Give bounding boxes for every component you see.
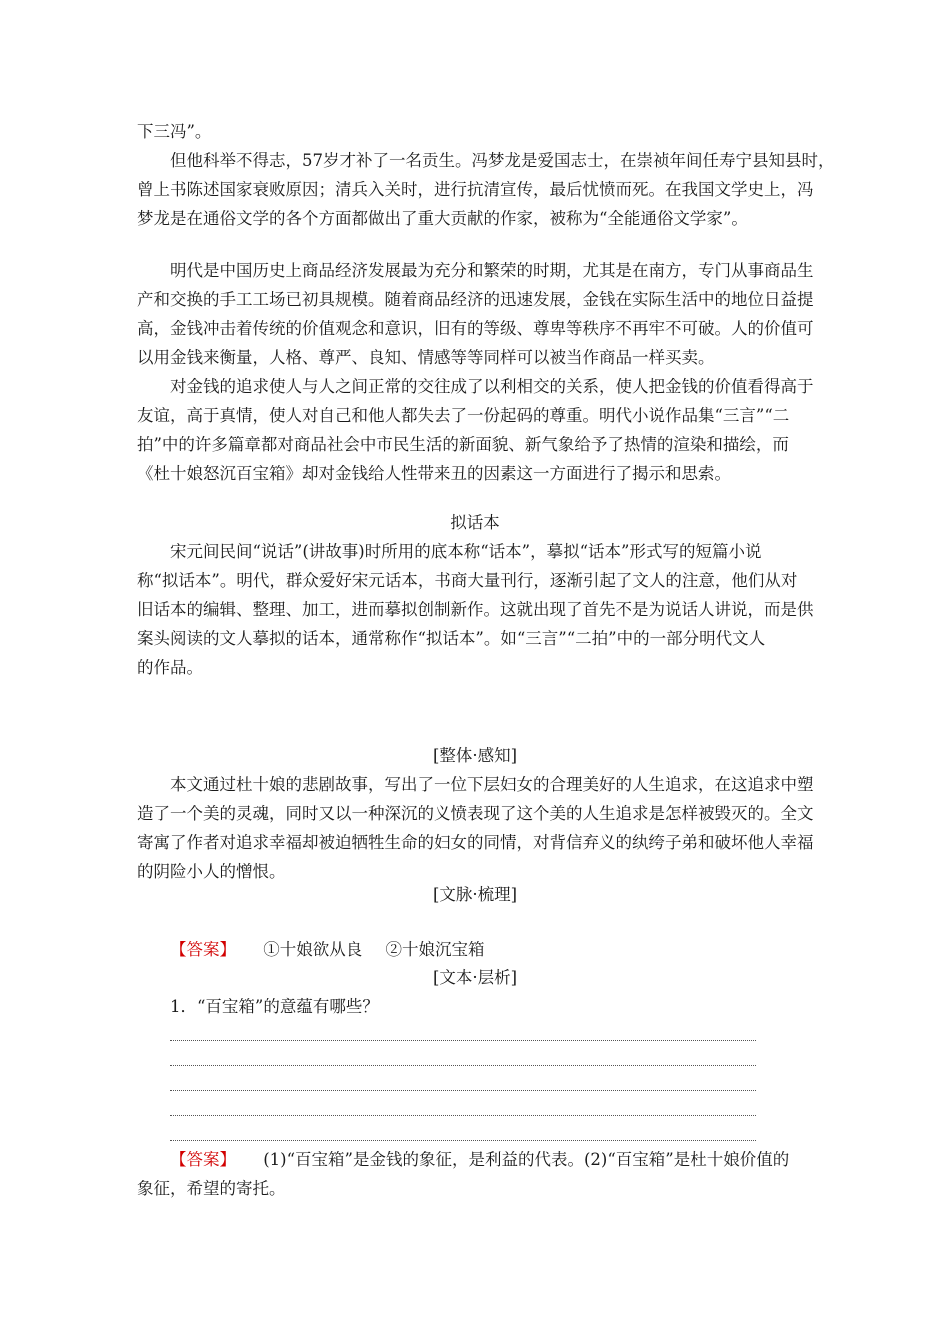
text-line: 称“拟话本”。明代，群众爱好宋元话本，书商大量刊行，逐渐引起了文人的注意，他们从对 bbox=[137, 571, 798, 590]
text-line: 以用金钱来衡量，人格、尊严、良知、情感等等同样可以被当作商品一样买卖。 bbox=[137, 348, 715, 367]
text-line: 旧话本的编辑、整理、加工，进而摹拟创制新作。这就出现了首先不是为说话人讲说，而是供 bbox=[137, 600, 814, 619]
nihuaben-paragraph bbox=[137, 537, 837, 682]
text-line: 梦龙是在通俗文学的各个方面都做出了重大贡献的作家，被称为“全能通俗文学家”。 bbox=[137, 209, 748, 228]
answer-blank-line bbox=[170, 1140, 756, 1141]
answer-blank-line bbox=[170, 1065, 756, 1066]
answer-item: ②十娘沉宝箱 bbox=[385, 940, 485, 959]
section-title-structure: [文脉·梳理] bbox=[432, 885, 518, 904]
analysis-answer-continued bbox=[137, 1174, 837, 1203]
text-line: 曾上书陈述国家衰败原因；清兵入关时，进行抗清宣传，最后忧愤而死。在我国文学史上，冯 bbox=[137, 180, 814, 199]
answer-label: 【答案】 bbox=[170, 1150, 236, 1169]
answer-blank-line bbox=[170, 1040, 756, 1041]
text-line: 《杜十娘怒沉百宝箱》却对金钱给人性带来丑的因素这一方面进行了揭示和思索。 bbox=[137, 464, 731, 483]
text-line: 案头阅读的文人摹拟的话本，通常称作“拟话本”。如“三言”“二拍”中的一部分明代文人 bbox=[137, 629, 766, 648]
text-line: 拍”中的许多篇章都对商品社会中市民生活的新面貌、新气象给予了热情的渲染和描绘，而 bbox=[137, 435, 789, 454]
analysis-answer bbox=[170, 1145, 789, 1174]
text-line: 下三冯”。 bbox=[137, 122, 212, 141]
text-line: 的作品。 bbox=[137, 658, 203, 677]
question-1: 1．“百宝箱”的意蕴有哪些？ bbox=[170, 997, 379, 1016]
section-title-overall: [整体·感知] bbox=[432, 746, 518, 765]
answer-items bbox=[263, 940, 502, 959]
text-line: 寄寓了作者对追求幸福却被迫牺牲生命的妇女的同情，对背信弃义的纨绔子弟和破坏他人幸福 bbox=[137, 833, 814, 852]
answer-blank-line bbox=[170, 1115, 756, 1116]
structure-answer bbox=[170, 935, 503, 964]
text-line: 高，金钱冲击着传统的价值观念和意识，旧有的等级、尊卑等秩序不再牢不可破。人的价值可 bbox=[137, 319, 814, 338]
text-line: 对金钱的追求使人与人之间正常的交往成了以利相交的关系，使人把金钱的价值看得高于 bbox=[137, 377, 814, 396]
answer-text-line: 象征，希望的寄托。 bbox=[137, 1179, 286, 1198]
text-line: 明代是中国历史上商品经济发展最为充分和繁荣的时期，尤其是在南方，专门从事商品生 bbox=[137, 261, 814, 280]
section-title-analysis: [文本·层析] bbox=[432, 968, 518, 987]
answer-label: 【答案】 bbox=[170, 940, 236, 959]
text-line: 本文通过杜十娘的悲剧故事，写出了一位下层妇女的合理美好的人生追求，在这追求中塑 bbox=[137, 775, 814, 794]
text-line: 的阴险小人的憎恨。 bbox=[137, 862, 286, 881]
text-line: 产和交换的手工工场已初具规模。随着商品经济的迅速发展，金钱在实际生活中的地位日益提 bbox=[137, 290, 814, 309]
overall-paragraph bbox=[137, 770, 837, 886]
text-line: 造了一个美的灵魂，同时又以一种深沉的义愤表现了这个美的人生追求是怎样被毁灭的。全文 bbox=[137, 804, 814, 823]
answer-text-line: (1)“百宝箱”是金钱的象征，是利益的代表。(2)“百宝箱”是杜十娘价值的 bbox=[263, 1150, 790, 1169]
text-line: 宋元间民间“说话”(讲故事)时所用的底本称“话本”，摹拟“话本”形式写的短篇小说 bbox=[137, 542, 762, 561]
answer-blank-line bbox=[170, 1090, 756, 1091]
text-line: 友谊，高于真情，使人对自己和他人都失去了一份起码的尊重。明代小说作品集“三言”“二 bbox=[137, 406, 790, 425]
section-title-nihuaben: 拟话本 bbox=[450, 513, 500, 532]
intro-paragraph bbox=[137, 117, 837, 233]
text-line: 但他科举不得志，57岁才补了一名贡生。冯梦龙是爱国志士，在崇祯年间任寿宁县知县时， bbox=[137, 151, 835, 170]
background-paragraph bbox=[137, 256, 837, 488]
answer-item: ①十娘欲从良 bbox=[263, 940, 363, 959]
